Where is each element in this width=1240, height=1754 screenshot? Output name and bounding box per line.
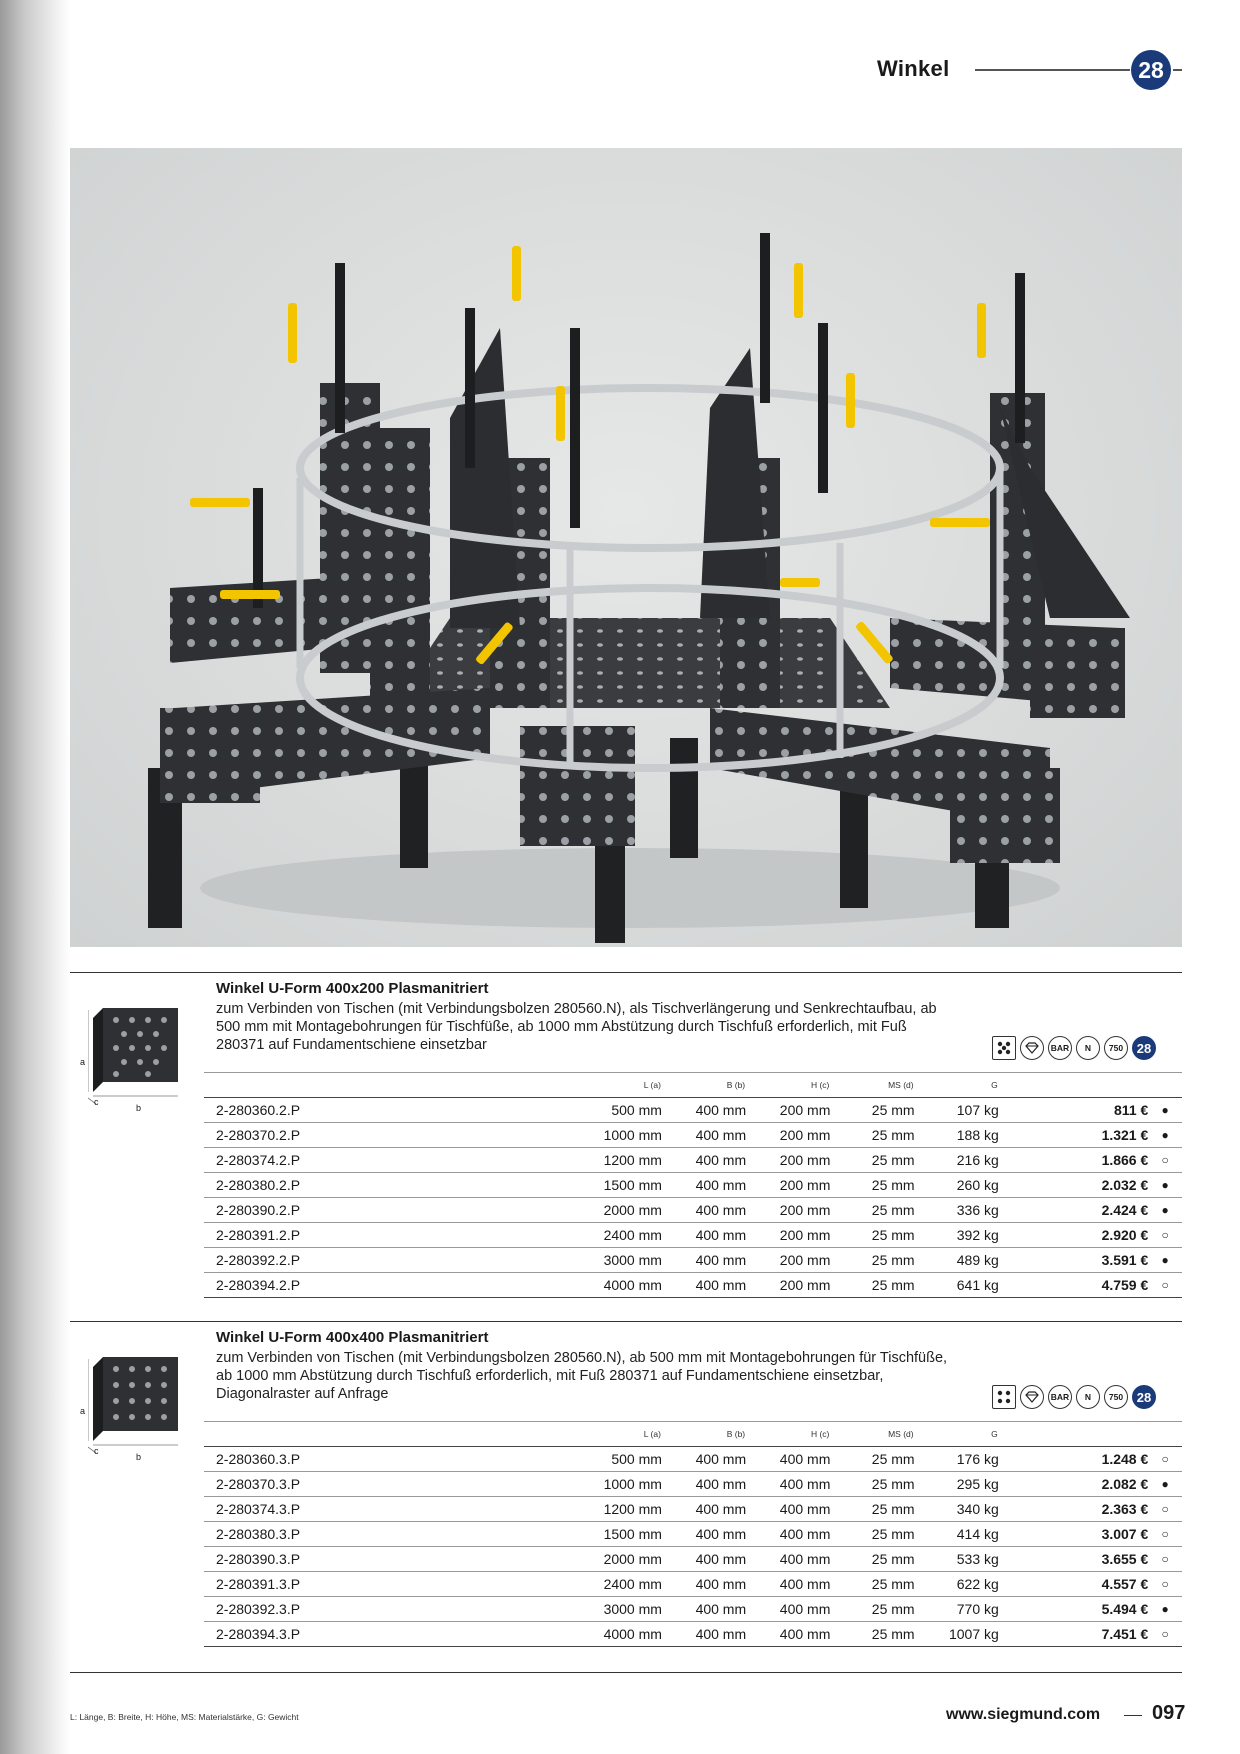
- availability-dot: ○: [1148, 1622, 1182, 1647]
- height-value: 200 mm: [746, 1223, 830, 1248]
- bar-icon: BAR: [1048, 1036, 1072, 1060]
- width-value: 400 mm: [662, 1622, 746, 1647]
- col-width: B (b): [662, 1422, 746, 1447]
- weight-value: 340 kg: [915, 1497, 999, 1522]
- thickness-value: 25 mm: [830, 1173, 914, 1198]
- table-row: [204, 1522, 1182, 1547]
- col-price: [999, 1073, 1148, 1098]
- price-value: 2.363 €: [999, 1497, 1148, 1522]
- article-number: 2-280374.2.P: [204, 1148, 534, 1173]
- weight-value: 176 kg: [915, 1447, 999, 1472]
- thickness-value: 25 mm: [830, 1472, 914, 1497]
- col-weight: G: [915, 1073, 999, 1098]
- price-value: 2.032 €: [999, 1173, 1148, 1198]
- thickness-value: 25 mm: [830, 1522, 914, 1547]
- thickness-value: 25 mm: [830, 1248, 914, 1273]
- section-title: Winkel: [877, 56, 950, 81]
- product-thumbnail: [80, 1349, 188, 1464]
- article-number: 2-280380.2.P: [204, 1173, 534, 1198]
- height-value: 200 mm: [746, 1173, 830, 1198]
- price-value: 2.424 €: [999, 1198, 1148, 1223]
- abbreviation-legend: L: Länge, B: Breite, H: Höhe, MS: Materialstärke, G: Gewicht: [70, 1712, 299, 1722]
- weight-value: 1007 kg: [915, 1622, 999, 1647]
- col-thickness: MS (d): [830, 1422, 914, 1447]
- table-row: [204, 1497, 1182, 1522]
- weight-value: 414 kg: [915, 1522, 999, 1547]
- page-edge-shadow: [0, 0, 70, 1754]
- width-value: 400 mm: [662, 1497, 746, 1522]
- product-thumbnail: [80, 1000, 188, 1115]
- availability-dot: ●: [1148, 1098, 1182, 1123]
- col-availability: [1148, 1073, 1182, 1098]
- width-value: 400 mm: [662, 1522, 746, 1547]
- article-number: 2-280370.3.P: [204, 1472, 534, 1497]
- height-value: 200 mm: [746, 1273, 830, 1298]
- table-row: [204, 1273, 1182, 1298]
- article-number: 2-280390.3.P: [204, 1547, 534, 1572]
- table-body: [204, 1447, 1182, 1647]
- height-value: 400 mm: [746, 1572, 830, 1597]
- col-article: [204, 1073, 534, 1098]
- width-value: 400 mm: [662, 1447, 746, 1472]
- diamond-icon: [1020, 1385, 1044, 1409]
- weight-value: 392 kg: [915, 1223, 999, 1248]
- length-value: 1000 mm: [534, 1472, 662, 1497]
- article-number: 2-280392.3.P: [204, 1597, 534, 1622]
- width-value: 400 mm: [662, 1547, 746, 1572]
- height-value: 200 mm: [746, 1148, 830, 1173]
- table-row: [204, 1572, 1182, 1597]
- product-section-400x200: [70, 972, 1182, 1302]
- article-number: 2-280392.2.P: [204, 1248, 534, 1273]
- height-value: 200 mm: [746, 1248, 830, 1273]
- availability-dot: ○: [1148, 1497, 1182, 1522]
- table-body: [204, 1098, 1182, 1298]
- feature-icons: [992, 1036, 1156, 1060]
- length-value: 1500 mm: [534, 1173, 662, 1198]
- thickness-value: 25 mm: [830, 1572, 914, 1597]
- product-title: Winkel U-Form 400x400 Plasmanitriert: [216, 1329, 489, 1346]
- price-value: 4.557 €: [999, 1572, 1148, 1597]
- price-value: 811 €: [999, 1098, 1148, 1123]
- article-number: 2-280394.2.P: [204, 1273, 534, 1298]
- length-value: 500 mm: [534, 1098, 662, 1123]
- height-value: 400 mm: [746, 1597, 830, 1622]
- price-value: 2.082 €: [999, 1472, 1148, 1497]
- article-number: 2-280394.3.P: [204, 1622, 534, 1647]
- system-28-badge: 28: [1132, 1385, 1156, 1409]
- availability-dot: ○: [1148, 1447, 1182, 1472]
- availability-dot: ○: [1148, 1522, 1182, 1547]
- col-availability: [1148, 1422, 1182, 1447]
- height-value: 400 mm: [746, 1497, 830, 1522]
- spec-table: [204, 1421, 1182, 1647]
- thickness-value: 25 mm: [830, 1198, 914, 1223]
- length-value: 4000 mm: [534, 1273, 662, 1298]
- header-divider: [975, 69, 1130, 71]
- weight-value: 216 kg: [915, 1148, 999, 1173]
- table-row: [204, 1123, 1182, 1148]
- col-height: H (c): [746, 1422, 830, 1447]
- article-number: 2-280390.2.P: [204, 1198, 534, 1223]
- hardness-750-icon: 750: [1104, 1036, 1128, 1060]
- hardness-750-icon: 750: [1104, 1385, 1128, 1409]
- thickness-value: 25 mm: [830, 1123, 914, 1148]
- nitrided-icon: N: [1076, 1036, 1100, 1060]
- thickness-value: 25 mm: [830, 1223, 914, 1248]
- weight-value: 533 kg: [915, 1547, 999, 1572]
- price-value: 2.920 €: [999, 1223, 1148, 1248]
- thickness-value: 25 mm: [830, 1447, 914, 1472]
- price-value: 1.248 €: [999, 1447, 1148, 1472]
- width-value: 400 mm: [662, 1472, 746, 1497]
- hole-grid-icon: [992, 1036, 1016, 1060]
- price-value: 3.007 €: [999, 1522, 1148, 1547]
- col-height: H (c): [746, 1073, 830, 1098]
- width-value: 400 mm: [662, 1572, 746, 1597]
- website-link[interactable]: www.siegmund.com: [946, 1706, 1101, 1723]
- availability-dot: ○: [1148, 1547, 1182, 1572]
- col-thickness: MS (d): [830, 1073, 914, 1098]
- thickness-value: 25 mm: [830, 1547, 914, 1572]
- table-row: [204, 1248, 1182, 1273]
- length-value: 4000 mm: [534, 1622, 662, 1647]
- availability-dot: ○: [1148, 1148, 1182, 1173]
- availability-dot: ○: [1148, 1572, 1182, 1597]
- availability-dot: ●: [1148, 1248, 1182, 1273]
- weight-value: 336 kg: [915, 1198, 999, 1223]
- thickness-value: 25 mm: [830, 1597, 914, 1622]
- article-number: 2-280360.3.P: [204, 1447, 534, 1472]
- section-top-rule: [70, 972, 1182, 973]
- length-value: 3000 mm: [534, 1597, 662, 1622]
- dim-label-c: c: [94, 1446, 99, 1456]
- weight-value: 260 kg: [915, 1173, 999, 1198]
- availability-dot: ●: [1148, 1472, 1182, 1497]
- nitrided-icon: N: [1076, 1385, 1100, 1409]
- width-value: 400 mm: [662, 1597, 746, 1622]
- width-value: 400 mm: [662, 1223, 746, 1248]
- height-value: 200 mm: [746, 1198, 830, 1223]
- height-value: 400 mm: [746, 1622, 830, 1647]
- table-row: [204, 1098, 1182, 1123]
- page-number: 097: [1152, 1702, 1186, 1724]
- col-weight: G: [915, 1422, 999, 1447]
- product-description: zum Verbinden von Tischen (mit Verbindungsbolzen 280560.N), ab 500 mm mit Montagebohrungen für Tischfüße, ab 1000 mm Abstützung durch Tischfuß erforderlich, mit Fuß 280371 auf Fundamentschiene einsetzbar, Diagonalraster auf Anfrage: [216, 1350, 948, 1402]
- height-value: 400 mm: [746, 1522, 830, 1547]
- length-value: 500 mm: [534, 1447, 662, 1472]
- diamond-icon: [1020, 1036, 1044, 1060]
- width-value: 400 mm: [662, 1173, 746, 1198]
- header-tick: [1173, 69, 1182, 71]
- dim-label-a: a: [80, 1406, 86, 1416]
- height-value: 400 mm: [746, 1547, 830, 1572]
- width-value: 400 mm: [662, 1098, 746, 1123]
- bar-icon: BAR: [1048, 1385, 1072, 1409]
- col-length: L (a): [534, 1073, 662, 1098]
- dim-label-c: c: [94, 1097, 99, 1107]
- weight-value: 489 kg: [915, 1248, 999, 1273]
- col-width: B (b): [662, 1073, 746, 1098]
- width-value: 400 mm: [662, 1198, 746, 1223]
- col-length: L (a): [534, 1422, 662, 1447]
- col-price: [999, 1422, 1148, 1447]
- length-value: 1200 mm: [534, 1497, 662, 1522]
- article-number: 2-280391.2.P: [204, 1223, 534, 1248]
- width-value: 400 mm: [662, 1248, 746, 1273]
- product-section-400x400: [70, 1321, 1182, 1661]
- price-value: 1.321 €: [999, 1123, 1148, 1148]
- availability-dot: ○: [1148, 1223, 1182, 1248]
- table-row: [204, 1198, 1182, 1223]
- article-number: 2-280391.3.P: [204, 1572, 534, 1597]
- length-value: 2400 mm: [534, 1572, 662, 1597]
- weight-value: 107 kg: [915, 1098, 999, 1123]
- thickness-value: 25 mm: [830, 1622, 914, 1647]
- availability-dot: ●: [1148, 1173, 1182, 1198]
- spec-table: [204, 1072, 1182, 1298]
- footer-dash: [1124, 1715, 1142, 1716]
- width-value: 400 mm: [662, 1148, 746, 1173]
- length-value: 1500 mm: [534, 1522, 662, 1547]
- length-value: 1200 mm: [534, 1148, 662, 1173]
- system-28-badge: 28: [1132, 1036, 1156, 1060]
- footer-rule: [70, 1672, 1182, 1673]
- weight-value: 770 kg: [915, 1597, 999, 1622]
- product-title: Winkel U-Form 400x200 Plasmanitriert: [216, 980, 489, 997]
- availability-dot: ○: [1148, 1273, 1182, 1298]
- weight-value: 641 kg: [915, 1273, 999, 1298]
- weight-value: 295 kg: [915, 1472, 999, 1497]
- price-value: 4.759 €: [999, 1273, 1148, 1298]
- table-header-row: [204, 1073, 1182, 1098]
- table-row: [204, 1148, 1182, 1173]
- col-article: [204, 1422, 534, 1447]
- dim-label-b: b: [136, 1452, 142, 1462]
- length-value: 2000 mm: [534, 1547, 662, 1572]
- welding-table-illustration: [70, 148, 1182, 947]
- price-value: 3.591 €: [999, 1248, 1148, 1273]
- table-row: [204, 1223, 1182, 1248]
- table-row: [204, 1597, 1182, 1622]
- hole-grid-icon: [992, 1385, 1016, 1409]
- length-value: 2000 mm: [534, 1198, 662, 1223]
- hero-product-image: [70, 148, 1182, 947]
- height-value: 200 mm: [746, 1098, 830, 1123]
- article-number: 2-280374.3.P: [204, 1497, 534, 1522]
- price-value: 5.494 €: [999, 1597, 1148, 1622]
- chapter-badge: 28: [1131, 50, 1171, 90]
- thickness-value: 25 mm: [830, 1497, 914, 1522]
- price-value: 3.655 €: [999, 1547, 1148, 1572]
- width-value: 400 mm: [662, 1123, 746, 1148]
- thickness-value: 25 mm: [830, 1273, 914, 1298]
- table-row: [204, 1472, 1182, 1497]
- table-header-row: [204, 1422, 1182, 1447]
- price-value: 1.866 €: [999, 1148, 1148, 1173]
- dim-label-b: b: [136, 1103, 142, 1113]
- height-value: 400 mm: [746, 1447, 830, 1472]
- availability-dot: ●: [1148, 1198, 1182, 1223]
- feature-icons: [992, 1385, 1156, 1409]
- weight-value: 188 kg: [915, 1123, 999, 1148]
- section-top-rule: [70, 1321, 1182, 1322]
- table-row: [204, 1447, 1182, 1472]
- thickness-value: 25 mm: [830, 1098, 914, 1123]
- length-value: 2400 mm: [534, 1223, 662, 1248]
- width-value: 400 mm: [662, 1273, 746, 1298]
- length-value: 1000 mm: [534, 1123, 662, 1148]
- product-description: zum Verbinden von Tischen (mit Verbindungsbolzen 280560.N), als Tischverlängerung und Senkrechtaufbau, ab 500 mm mit Montagebohrungen für Tischfüße, ab 1000 mm Abstützung durch Tischfuß erforderlich, mit Fuß 280371 auf Fundamentschiene einsetzbar: [216, 1001, 937, 1053]
- table-row: [204, 1547, 1182, 1572]
- availability-dot: ●: [1148, 1123, 1182, 1148]
- article-number: 2-280380.3.P: [204, 1522, 534, 1547]
- height-value: 400 mm: [746, 1472, 830, 1497]
- thickness-value: 25 mm: [830, 1148, 914, 1173]
- dim-label-a: a: [80, 1057, 86, 1067]
- table-row: [204, 1622, 1182, 1647]
- article-number: 2-280360.2.P: [204, 1098, 534, 1123]
- height-value: 200 mm: [746, 1123, 830, 1148]
- availability-dot: ●: [1148, 1597, 1182, 1622]
- weight-value: 622 kg: [915, 1572, 999, 1597]
- length-value: 3000 mm: [534, 1248, 662, 1273]
- table-row: [204, 1173, 1182, 1198]
- article-number: 2-280370.2.P: [204, 1123, 534, 1148]
- price-value: 7.451 €: [999, 1622, 1148, 1647]
